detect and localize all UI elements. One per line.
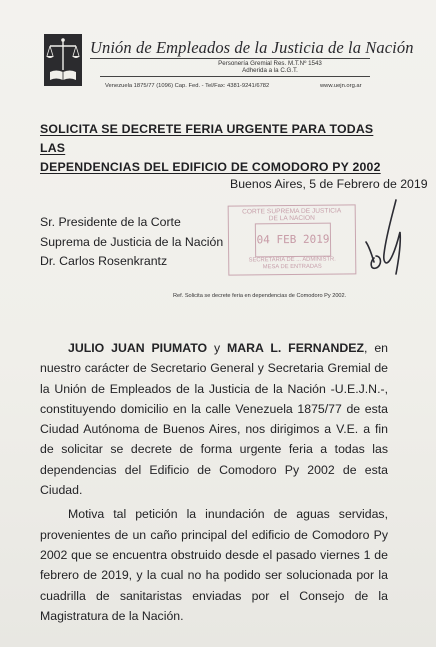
- stamp-footer-line-2: MESA DE ENTRADAS: [262, 263, 322, 271]
- stamp-date-box: [255, 223, 331, 258]
- recipient-block: [40, 213, 223, 272]
- stamp-header-line-1: CORTE SUPREMA DE JUSTICIA: [242, 207, 342, 216]
- handwritten-signature: [362, 196, 406, 284]
- scales-of-justice-logo-icon: [44, 34, 82, 86]
- subject-line-1: SOLICITA SE DECRETE FERIA URGENTE PARA TODAS LAS: [40, 122, 374, 155]
- letterhead-website: www.uejn.org.ar: [320, 83, 362, 89]
- letterhead-rule-top: [90, 58, 370, 59]
- body-paragraph-1: [40, 338, 388, 500]
- body-paragraph-2: Motiva tal petición la inundación de aguas servidas, provenientes de un caño principal del edificio de Comodoro Py 2002 que se encuentra obstruido desde el pasado viernes 1 de febrero de 2019, y la cual no ha podido ser solucionada por la cuadrilla de sanitaristas enviadas por el Consejo de la Magistratura de la Nación.: [40, 507, 388, 623]
- recipient-line-1: Sr. Presidente de la Corte: [40, 215, 181, 229]
- letter-body: [40, 338, 388, 626]
- stamp-header: [229, 207, 355, 222]
- received-stamp: [228, 204, 357, 275]
- personeria-text: Personería Gremial Res. M.T.Nº 1543: [218, 60, 322, 67]
- subject-line-2: DEPENDENCIAS DEL EDIFICIO DE COMODORO PY 2002: [40, 160, 381, 174]
- adherida-text: Adherida a la C.G.T.: [242, 67, 298, 74]
- stamp-header-line-2: DE LA NACION: [268, 214, 315, 223]
- letterhead-rule-bottom: [100, 76, 370, 77]
- letterhead-address: Venezuela 1875/77 (1096) Cap. Fed. - Tel/Fax: 4381-9241/6782: [105, 83, 270, 89]
- paragraph-1-text: , en nuestro carácter de Secretario General y Secretaria Gremial de la Unión de Empleados de la Justicia de la Nación -U.E.J.N.-, constituyendo domicilio en la calle Venezuela 1875/77 de esta Ciudad Autónoma de Buenos Aires, nos dirigimos a V.E. a fin de solicitar se decrete de forma urgente feria a todas las dependencias del Edificio de Comodoro Py 2002 de esta Ciudad.: [40, 341, 389, 498]
- union-name: Unión de Empleados de la Justicia de la Nación: [90, 38, 414, 57]
- signatory-2: MARA L. FERNANDEZ: [227, 341, 365, 355]
- reference-line: Ref. Solicita se decrete feria en dependencias de Comodoro Py 2002.: [173, 293, 347, 299]
- letter-date: Buenos Aires, 5 de Febrero de 2019: [230, 177, 428, 191]
- subject-heading: [40, 120, 400, 177]
- recipient-line-2: Suprema de Justicia de la Nación: [40, 234, 224, 249]
- recipient-line-3: Dr. Carlos Rosenkrantz: [40, 254, 168, 268]
- stamp-date: 04 FEB 2019: [256, 232, 330, 247]
- conjunction: y: [213, 341, 221, 355]
- stamp-footer: [229, 256, 355, 271]
- signatory-1: JULIO JUAN PIUMATO: [68, 341, 208, 355]
- stamp-footer-line-1: SECRETARIA DE ... ADMINISTR.: [248, 256, 336, 264]
